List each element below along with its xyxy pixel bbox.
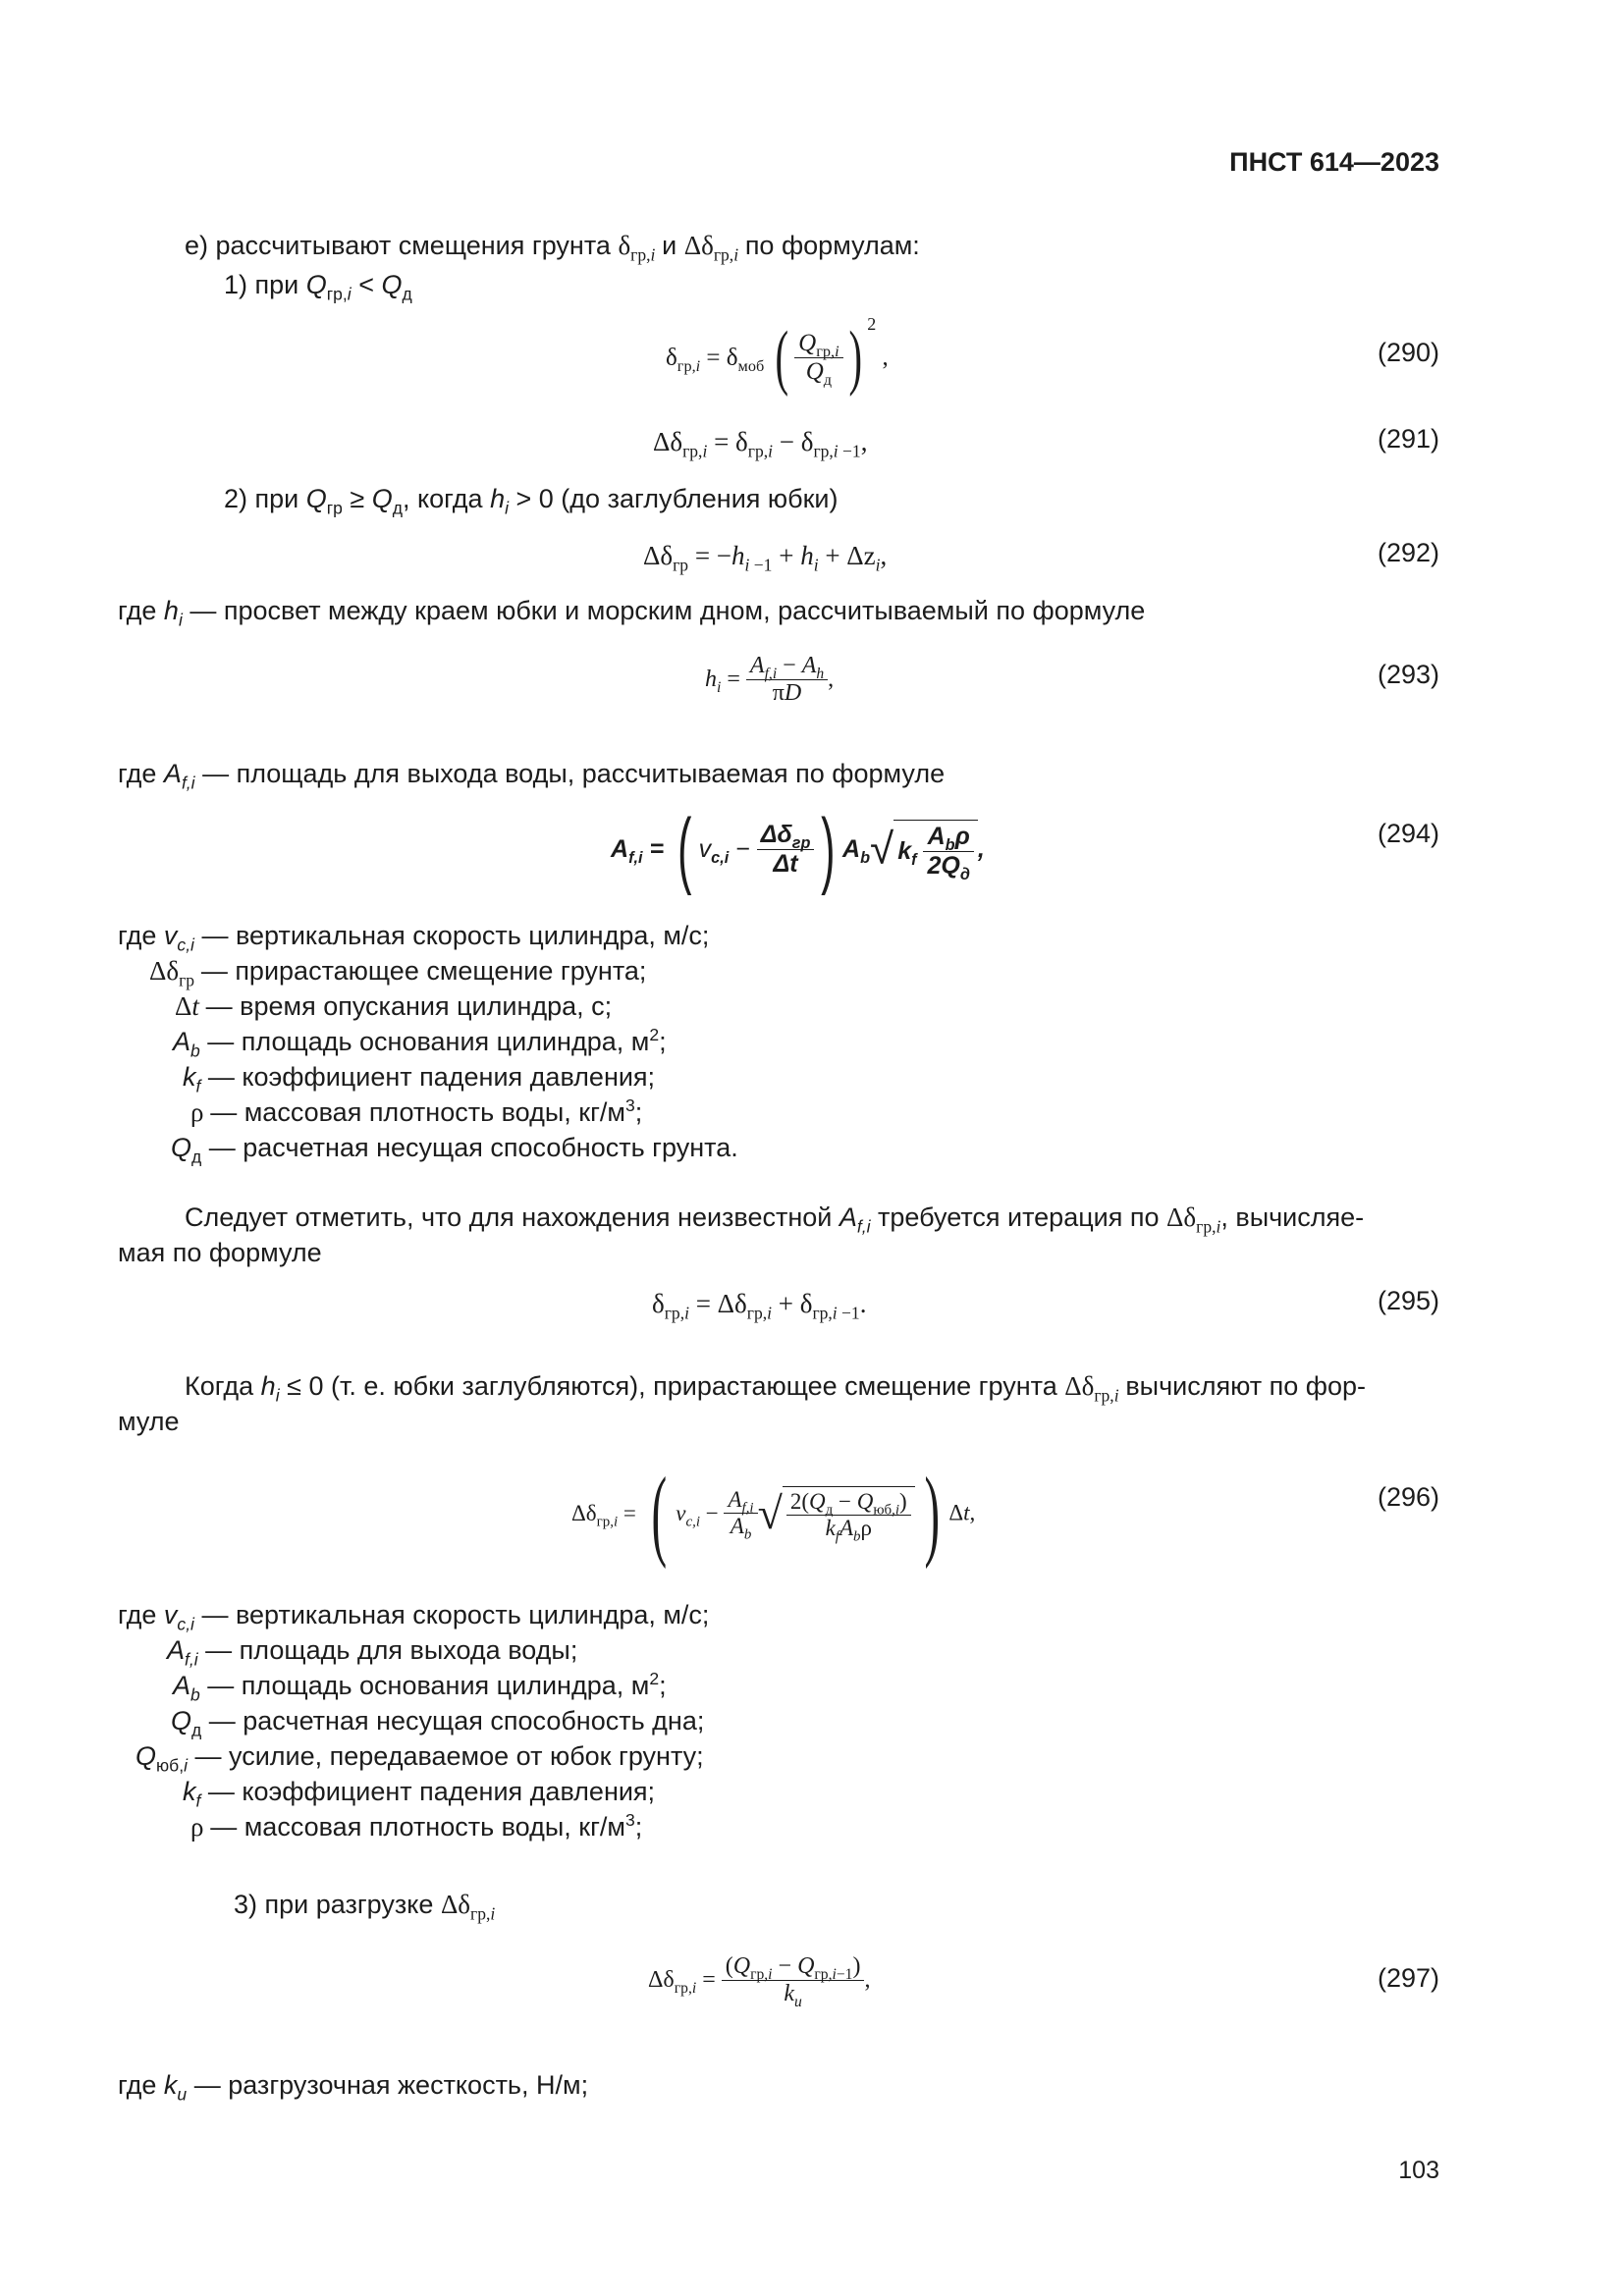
eq-number-292: (292) bbox=[1377, 538, 1439, 567]
equation-294: $A_{f,i}$ = ( $v_{c,i}$ − $\frac{\Delta\delta_{гр}}{\Delta t}$ ) $A_b√$ $k_f$ $\frac{A_b\rho}{2Q_д}$ , bbox=[611, 802, 985, 896]
page-number: 103 bbox=[1398, 2157, 1439, 2184]
definition-kf-2: $k_f$ — коэффициент падения давления; bbox=[183, 1777, 656, 1811]
eq-number-290: (290) bbox=[1377, 338, 1439, 367]
equation-293: $h_i$ = $\frac{A_{f,i} - A_h}{\pi D}$ , bbox=[705, 653, 835, 706]
item-e-sub1: 1) при $Q_{гр,i} < Q_д$ bbox=[224, 270, 412, 304]
paragraph-2-line-2: муле bbox=[118, 1407, 180, 1436]
where-word: где bbox=[118, 1600, 157, 1629]
equation-297: $\Delta\delta_{гр,i}$ = $\frac{(Q_{гр,i} - Q_{гр,i-1})}{k_u}$ , bbox=[648, 1953, 871, 2010]
where-word: где bbox=[118, 921, 157, 950]
where-ku-text: — разгрузочная жесткость, Н/м; bbox=[193, 2070, 589, 2100]
eq-number-294: (294) bbox=[1377, 819, 1439, 848]
where-h-line: где $h_i$ — просвет между краем юбки и морским дном, рассчитываемый по формуле bbox=[118, 596, 1146, 630]
item-e-sub3: 3) при разгрузке $\Delta\delta_{гр,i}$ bbox=[234, 1890, 496, 1924]
sub1-label: 1) при bbox=[224, 270, 299, 299]
where-h-text: — просвет между краем юбки и морским дном, рассчитываемый по формуле bbox=[189, 596, 1146, 625]
where-word: где bbox=[118, 759, 157, 788]
item-e-and: и bbox=[662, 231, 677, 260]
equation-291: $\Delta\delta_{гр,i} = \delta_{гр,i} - \delta_{гр,i -1}$, bbox=[653, 427, 868, 461]
where-word: где bbox=[118, 2070, 157, 2100]
eq-number-293: (293) bbox=[1377, 660, 1439, 689]
eq-number-296: (296) bbox=[1377, 1482, 1439, 1512]
paragraph-1-line-2: мая по формуле bbox=[118, 1238, 322, 1267]
definitions-list-2 bbox=[0, 1600, 1624, 1855]
definition-afi-2: $A_{f,i}$ — площадь для выхода воды; bbox=[167, 1635, 578, 1670]
paragraph-1-line-1: Следует отметить, что для нахождения неизвестной $A_{f,i}$ требуется итерация по $\Delta\delta_{гр,i}$, вычисляе- bbox=[185, 1202, 1365, 1237]
eq-number-297: (297) bbox=[1377, 1963, 1439, 1993]
definitions-list-1 bbox=[0, 921, 1624, 1176]
definition-vci-2: где $v_{c,i}$ — вертикальная скорость цилиндра, м/с; bbox=[118, 1600, 710, 1634]
definition-qd-2: $Q_д$ — расчетная несущая способность дна; bbox=[171, 1706, 705, 1740]
where-word: где bbox=[118, 596, 157, 625]
eq-number-291: (291) bbox=[1377, 424, 1439, 454]
definition-qyub: $Q_{юб,i}$ — усилие, передаваемое от юбок грунту; bbox=[135, 1741, 704, 1776]
item-e-sub2: 2) при $Q_{гр} \ge Q_д$, когда $h_i > 0$ (до заглубления юбки) bbox=[224, 484, 839, 518]
definition-rho-2: ρ — массовая плотность воды, $кг/м^3$; bbox=[190, 1810, 643, 1842]
equation-292: $\Delta\delta_{гр} = -h_{i -1} + h_i + \Delta z_i$, bbox=[643, 541, 888, 575]
sub2-label: 2) при bbox=[224, 484, 299, 513]
where-af-line: где $A_{f,i}$ — площадь для выхода воды, рассчитываемая по формуле bbox=[118, 759, 946, 793]
definition-vci: где $v_{c,i}$ — вертикальная скорость цилиндра, м/с; bbox=[118, 921, 710, 955]
document-id-header: ПНСТ 614—2023 bbox=[1229, 147, 1439, 177]
definition-delta-t: Δt — время опускания цилиндра, с; bbox=[175, 991, 613, 1021]
sub2-tail: > 0 (до заглубления юбки) bbox=[515, 484, 839, 513]
definition-qd: $Q_д$ — расчетная несущая способность грунта. bbox=[171, 1133, 738, 1167]
sub2-comma: , когда bbox=[403, 484, 483, 513]
definition-ab: $A_b$ — площадь основания цилиндра, $м^2$; bbox=[173, 1025, 667, 1061]
equation-290: $\delta_{гр,i} = \delta_{моб}$ ( $\frac{Q_{гр,i}}{Q_д}$ ) $^2$ , bbox=[666, 314, 889, 398]
definition-delta-gr: $\Delta\delta_{гр}$ — прирастающее смещение грунта; bbox=[149, 956, 647, 990]
paragraph-2-line-1: Когда $h_i \le 0$ (т. е. юбки заглубляются), прирастающее смещение грунта $\Delta\delta_{гр,i}$ вычисляют по фор- bbox=[185, 1371, 1366, 1406]
eq-number-295: (295) bbox=[1377, 1286, 1439, 1315]
definition-ab-2: $A_b$ — площадь основания цилиндра, $м^2$; bbox=[173, 1669, 667, 1705]
where-ku-line: где $k_u$ — разгрузочная жесткость, Н/м; bbox=[118, 2070, 589, 2105]
item-e-tail: по формулам: bbox=[744, 231, 920, 260]
item-e-lead: е) рассчитывают смещения грунта bbox=[185, 231, 611, 260]
item-e-line: е) рассчитывают смещения грунта $\delta_{гр,i}$ и $\Delta\delta_{гр,i}$ по формулам: bbox=[185, 231, 920, 265]
equation-296: $\Delta\delta_{гр,i}$ = ( $v_{c,i}$ − $\frac{A_{f,i}}{A_b}$ √ $\frac{2(Q_д - Q_{юб,i})}{k_fA_b\rho}$ ) Δt, bbox=[571, 1457, 976, 1570]
where-af-text: — площадь для выхода воды, рассчитываемая по формуле bbox=[202, 759, 946, 788]
definition-rho: ρ — массовая плотность воды, $кг/м^3$; bbox=[190, 1095, 643, 1127]
equation-295: $\delta_{гр,i} = \Delta\delta_{гр,i} + \delta_{гр,i -1}$. bbox=[652, 1289, 867, 1323]
definition-kf: $k_f$ — коэффициент падения давления; bbox=[183, 1062, 656, 1096]
